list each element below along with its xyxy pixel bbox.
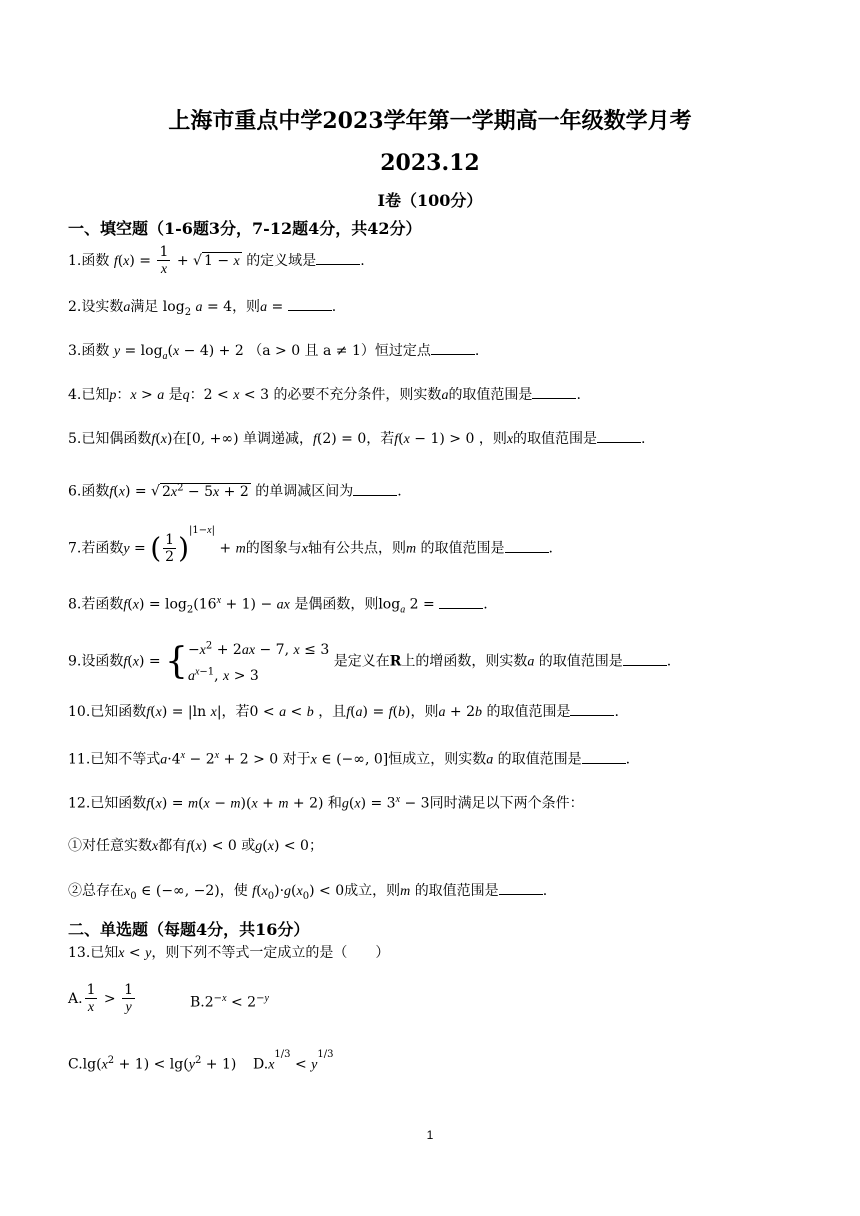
question-9: 9.设函数$f(x) = \{-x^2 + 2ax - 7$, x ≤ 3 $a^{x-1}$, x > 3 是定义在R上的增函数，则实数a 的取值范围是 . [68,640,672,685]
question-8: 8.若函数$f(x) = \log_2(16^x + 1)$ − ax 是偶函数，则$\log_a 2$ = . [68,595,488,616]
question-7: 7.若函数y = ( $\frac{1}{2}$ )$^{|1-x|}$ + m的图象与x轴有公共点，则m 的取值范围是 . [68,524,553,565]
question-6: 6.函数f(x) = √ $2x^2 - 5x + 2$ 的单调减区间为 . [68,482,402,500]
option-b[interactable]: $B.2^{-x} < 2^{-y}$ [190,993,269,1011]
question-11: 11.已知不等式$a\cdot 4^x - 2^x + 2 > 0$ 对于x ∈ (−∞, 0]恒成立，则实数a 的取值范围是 . [68,750,631,768]
option-c[interactable]: $C.\lg(x^2 + 1) < \lg(y^2 + 1)$ [68,1055,237,1073]
question-12: 12.已知函数f(x) = m(x − m)(x + m + 2) 和$g(x) = 3^x - 3$同时满足以下两个条件： [68,794,584,812]
question-5: 5.已知偶函数f(x)在[0, +∞) 单调递减，f(2) = 0，若f(x − 1) > 0 ，则x的取值范围是 . [68,431,646,447]
question-3: 3.函数 $y = \log_a(x - 4) + 2$ （a > 0 且 a ≠ 1）恒过定点 . [68,343,480,362]
question-2: 2.设实数a满足 $\log_2 a = 4$，则a = . [68,299,337,318]
question-13: 13.已知x < y，则下列不等式一定成立的是（ ） [68,945,390,961]
page-number: 1 [426,1128,434,1142]
exam-date: 2023.12 [380,150,480,176]
question-10: 10.已知函数f(x) = |ln x|，若0 < a < b ，且f(a) = f(b)，则a + 2b 的取值范围是 . [68,704,619,720]
option-d[interactable]: $D.x^{1/3} < y^{1/3}$ [253,1049,334,1073]
part-label: Ⅰ卷（100分） [377,191,483,210]
question-12-condition-1: ①对任意实数x都有f(x) < 0 或g(x) < 0； [68,838,323,854]
option-a[interactable]: A. $\frac{1}{x}$ > $\frac{1}{y}$ [68,982,134,1015]
section-fill-blank: 一、填空题（1-6题3分，7-12题4分，共42分） [68,219,422,238]
question-12-condition-2: ②总存在$x_0$ ∈ (−∞, −2)，使 $f(x_0)\cdot g(x_0) < 0$成立，则m 的取值范围是 . [68,883,548,902]
exam-title: 上海市重点中学2023学年第一学期高一年级数学月考 [168,108,692,134]
section-single-choice: 二、单选题（每题4分，共16分） [68,920,310,939]
question-4: 4.已知p：x > a 是q：2 < x < 3 的必要不充分条件，则实数a的取值范围是 . [68,387,581,403]
question-1: 1.函数 f(x) = $\frac{1}{x}$ + √ 1 − x 的定义域是 . [68,244,365,277]
